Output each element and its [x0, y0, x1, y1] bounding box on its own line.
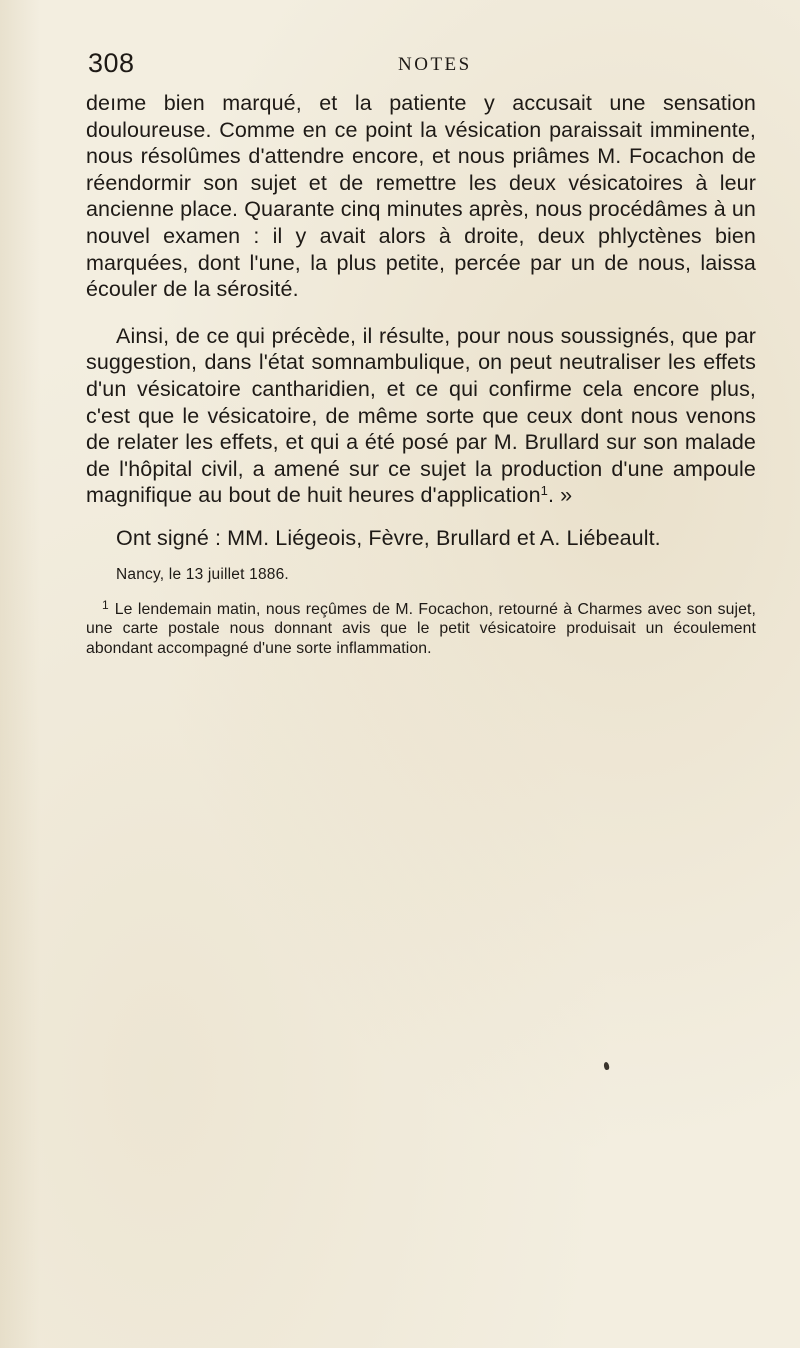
footnote [86, 597, 756, 659]
page-number: 308 [88, 48, 135, 78]
closing-quote: . » [548, 483, 573, 508]
running-head: NOTES [398, 54, 472, 75]
place-date: Nancy, le 13 juillet 1886. [116, 565, 289, 583]
footnote-reference: 1 [540, 483, 549, 499]
paragraph-conclusion [86, 323, 756, 509]
paragraph-continuation: deıme bien marqué, et la patiente y accusait une sensation douloureuse. Comme en ce point la vésication paraissait imminente, nous résolûmes d'attendre encore, et nous priâmes M. Focachon de réendormir son sujet et de remettre les deux vésicatoires à leur ancienne place. Quarante cinq minutes après, nous procédâmes à un nouvel examen : il y avait alors à droite, deux phlyctènes bien marquées, dont l'une, la plus petite, percée par un de nous, laissa écouler de la sérosité. [86, 91, 756, 302]
footnote-mark: 1 [102, 597, 109, 612]
footnote-text: Le lendemain matin, nous reçûmes de M. Focachon, retourné à Charmes avec son sujet, une carte postale nous donnant avis que le petit vésicatoire produisait un écoulement abondant accompagné d'une sorte inflammation. [86, 600, 756, 657]
signatories-line: Ont signé : MM. Liégeois, Fèvre, Brullard et A. Liébeault. [116, 525, 661, 550]
page-body [86, 90, 756, 658]
paragraph-conclusion-text: Ainsi, de ce qui précède, il résulte, pour nous soussignés, que par suggestion, dans l'état somnambulique, on peut neutraliser les effets d'un vésicatoire cantharidien, et ce qui confirme cela encore plus, c'est que le vésicatoire, de même sorte que ceux dont nous venons de relater les effets, et qui a été posé par M. Brullard sur son malade de l'hôpital civil, a amené sur ce sujet la production d'une ampoule magnifique au bout de huit heures d'application [86, 323, 756, 508]
ink-speck [603, 1062, 610, 1071]
page-header [88, 48, 758, 88]
